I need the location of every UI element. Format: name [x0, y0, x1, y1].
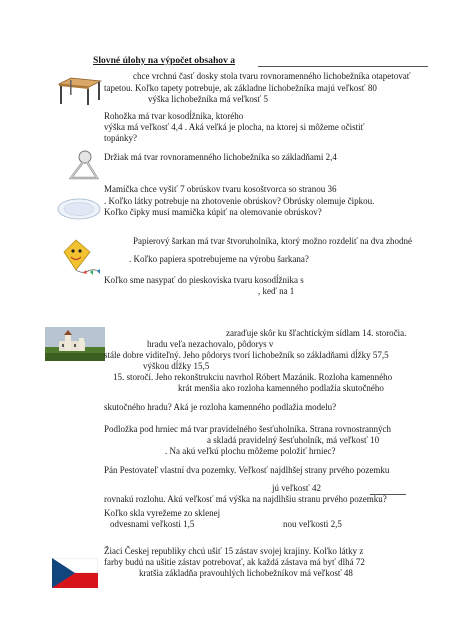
task-4-line-3: Koľko čipky musí mamička kúpiť na olemovanie obrúskov? — [104, 207, 322, 217]
task-7-line-6: krát menšia ako rozloha kamenného podlažia skutočného — [178, 383, 384, 393]
task-8-line-1: Podložka pod hrniec má tvar pravidelného šesťuholníka. Strana rovnostranných — [104, 424, 392, 434]
task-7-line-2: hradu veľa nezachovalo, pôdorys v — [147, 339, 274, 349]
task-7-line-7: skutočného hradu? Aká je rozloha kamenného podlažia modelu? — [104, 402, 337, 412]
task-11-line-2: farby budú na ušitie zástav potrebovať, ak každá zástava má byť dlhá 72 — [104, 557, 365, 567]
task-1-line-1: chce vrchnú časť dosky stola tvaru rovnoramenného lichobežníka otapetovať — [133, 71, 411, 81]
task-2-line-1: Rohožka má tvar kosodĺžnika, ktorého — [104, 111, 244, 121]
task-7-line-5: 15. storočí. Jeho rekonštrukciu navrhol Róbert Mazánik. Rozloha kamenného — [113, 372, 393, 382]
kite-illustration — [60, 238, 106, 282]
task-1-line-2: tapetou. Koľko tapety potrebuje, ak základne lichobežníka majú veľkosť 80 — [104, 83, 377, 93]
task-1-line-3: výška lichobežníka má veľkosť 5 — [148, 94, 268, 104]
task-5-line-2: . Koľko papiera spotrebujeme na výrobu šarkana? — [129, 254, 309, 264]
task-6-line-1: Koľko sme nasypať do pieskoviska tvaru kosodĺžnika s — [104, 275, 304, 285]
czech-flag — [52, 558, 98, 588]
table-illustration — [57, 76, 103, 106]
task-3-line-1: Držiak má tvar rovnoramenného lichobežníka so základňami 2,4 — [104, 152, 337, 162]
task-10-line-1: Koľko skla vyrežeme zo sklenej — [104, 508, 221, 518]
task-9-underline — [370, 494, 406, 495]
task-7-line-1: zaraďuje skôr ku šľachtickým sídlam 14. storočia. — [226, 328, 407, 338]
castle-photo — [45, 327, 105, 361]
task-11-line-3: kratšia základňa pravouhlých lichobežníkov má veľkosť 48 — [139, 568, 353, 578]
napkin-illustration — [55, 196, 101, 222]
task-6-line-2: , keď na 1 — [258, 286, 295, 296]
task-9-line-2: jú veľkosť 42 — [272, 483, 321, 493]
page-title: Slovné úlohy na výpočet obsahov a — [93, 55, 236, 66]
task-2-line-2: výška má veľkosť 4,4 . Aká veľká je plocha, na ktorej si môžeme očistiť — [104, 122, 365, 132]
task-5-line-1: Papierový šarkan má tvar štvoruholníka, ktorý možno rozdeliť na dva zhodné — [133, 236, 413, 246]
task-8-line-3: . Na akú veľkú plochu môžeme položiť hrniec? — [165, 446, 336, 456]
task-9-line-1: Pán Pestovateľ vlastní dva pozemky. Veľkosť najdlhšej strany prvého pozemku — [104, 465, 390, 475]
task-7-line-4: výškou dĺžky 15,5 — [143, 361, 210, 371]
task-8-line-2: a skladá pravidelný šesťuholník, má veľkosť 10 — [207, 435, 380, 445]
task-2-line-3: topánky? — [104, 133, 137, 143]
task-4-line-1: Mamička chce vyšiť 7 obrúskov tvaru kosoštvorca so stranou 36 — [104, 184, 337, 194]
task-11-line-1: Žiaci Českej republiky chcú ušiť 15 zástav svojej krajiny. Koľko látky z — [104, 546, 364, 556]
task-10-line-3: nou veľkosti 2,5 — [283, 519, 342, 529]
task-4-line-2: . Koľko látky potrebuje na zhotovenie obrúskov? Obrúsky olemuje čipkou. — [104, 196, 375, 206]
title-underline — [258, 66, 428, 67]
task-10-line-2: odvesnami veľkosti 1,5 — [110, 519, 195, 529]
task-7-line-3: stále dobre viditeľný. Jeho pôdorys tvorí lichobežník so základňami dĺžky 57,5 — [104, 350, 389, 360]
towel-holder-illustration — [55, 150, 101, 184]
task-9-line-3: rovnakú rozlohu. Akú veľkosť má výška na najdlhšiu stranu prvého pozemku? — [104, 494, 387, 504]
